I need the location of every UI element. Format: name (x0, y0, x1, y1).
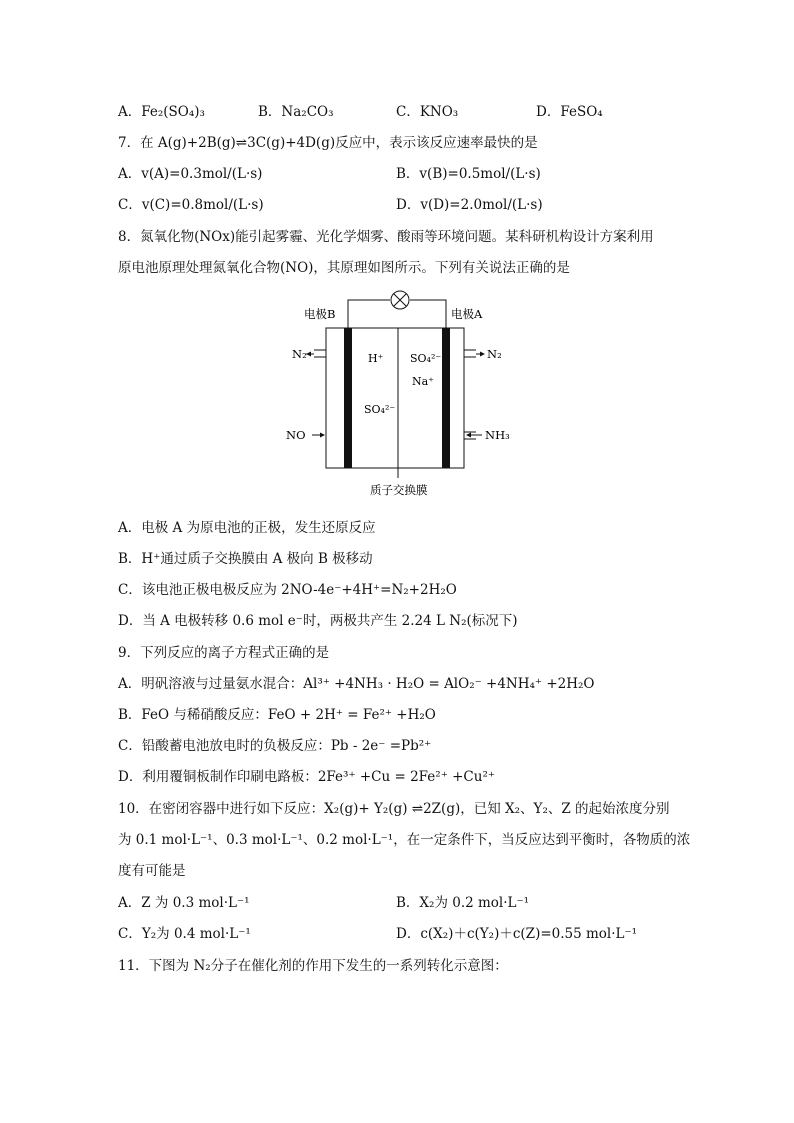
q6-option-a: A．Fe₂(SO₄)₃ (118, 104, 205, 120)
q8-stem-line-2: 原电池原理处理氮氧化合物(NO)，其原理如图所示。下列有关说法正确的是 (118, 260, 570, 276)
lamp-icon (391, 291, 409, 309)
so4-left-label: SO₄²⁻ (364, 403, 396, 416)
electrode-a-label: 电极A (451, 307, 483, 321)
q9-option-b: B．FeO 与稀硝酸反应：FeO + 2H⁺ = Fe²⁺ +H₂O (118, 707, 436, 723)
battery-diagram (280, 288, 520, 503)
h-plus-label: H⁺ (368, 352, 384, 365)
q7-stem: 7．在 A(g)+2B(g)⇌3C(g)+4D(g)反应中，表示该反应速率最快的是 (118, 135, 538, 151)
q9-option-c: C．铅酸蓄电池放电时的负极反应：Pb - 2e⁻ =Pb²⁺ (118, 738, 432, 754)
q8-option-d: D．当 A 电极转移 0.6 mol e⁻时，两极共产生 2.24 L N₂(标况下) (118, 613, 518, 629)
electrode-b-label: 电极B (304, 307, 336, 321)
q8-stem-line-1: 8．氮氧化物(NOx)能引起雾霾、光化学烟雾、酸雨等环境问题。某科研机构设计方案利用 (118, 229, 654, 245)
q10-option-c: C．Y₂为 0.4 mol·L⁻¹ (118, 926, 251, 942)
q7-option-b: B．v(B)=0.5mol/(L·s) (396, 166, 541, 182)
q9-option-d: D．利用覆铜板制作印刷电路板：2Fe³⁺ +Cu = 2Fe²⁺ +Cu²⁺ (118, 769, 495, 785)
q11-stem: 11．下图为 N₂分子在催化剂的作用下发生的一系列转化示意图： (118, 958, 508, 974)
electrode-b-plate (344, 328, 352, 468)
q10-option-a: A．Z 为 0.3 mol·L⁻¹ (118, 895, 250, 911)
n2-left-label: N₂ (292, 347, 307, 361)
q8-option-b: B．H⁺通过质子交换膜由 A 极向 B 极移动 (118, 551, 373, 567)
nh3-label: NH₃ (485, 428, 510, 442)
electrode-a-plate (442, 328, 450, 468)
q10-stem-line-1: 10．在密闭容器中进行如下反应：X₂(g)+ Y₂(g) ⇌2Z(g)，已知 X₂、Y₂、Z 的起始浓度分别 (118, 801, 670, 817)
no-label: NO (286, 428, 306, 442)
q7-option-c: C．v(C)=0.8mol/(L·s) (118, 197, 264, 213)
q6-option-c: C．KNO₃ (396, 104, 459, 120)
q9-option-a: A．明矾溶液与过量氨水混合：Al³⁺ +4NH₃ · H₂O = AlO₂⁻ +4NH₄⁺ +2H₂O (118, 676, 595, 692)
q7-option-a: A．v(A)=0.3mol/(L·s) (118, 166, 263, 182)
q6-option-d: D．FeSO₄ (536, 104, 603, 120)
n2-right-label: N₂ (487, 347, 502, 361)
q8-option-a: A．电极 A 为原电池的正极，发生还原反应 (118, 520, 376, 536)
q9-stem: 9．下列反应的离子方程式正确的是 (118, 645, 330, 661)
na-plus-label: Na⁺ (412, 375, 434, 388)
so4-right-label: SO₄²⁻ (410, 352, 442, 365)
q10-stem-line-2: 为 0.1 mol·L⁻¹、0.3 mol·L⁻¹、0.2 mol·L⁻¹，在一定条件下，当反应达到平衡时，各物质的浓 (118, 832, 691, 848)
q10-stem-line-3: 度有可能是 (118, 863, 186, 879)
q10-option-d: D．c(X₂)＋c(Y₂)＋c(Z)=0.55 mol·L⁻¹ (396, 926, 638, 942)
q7-option-d: D．v(D)=2.0mol/(L·s) (396, 197, 543, 213)
q6-option-b: B．Na₂CO₃ (258, 104, 334, 120)
q8-option-c: C．该电池正极电极反应为 2NO-4e⁻+4H⁺=N₂+2H₂O (118, 582, 457, 598)
q10-option-b: B．X₂为 0.2 mol·L⁻¹ (396, 895, 530, 911)
membrane-label: 质子交换膜 (370, 483, 428, 497)
